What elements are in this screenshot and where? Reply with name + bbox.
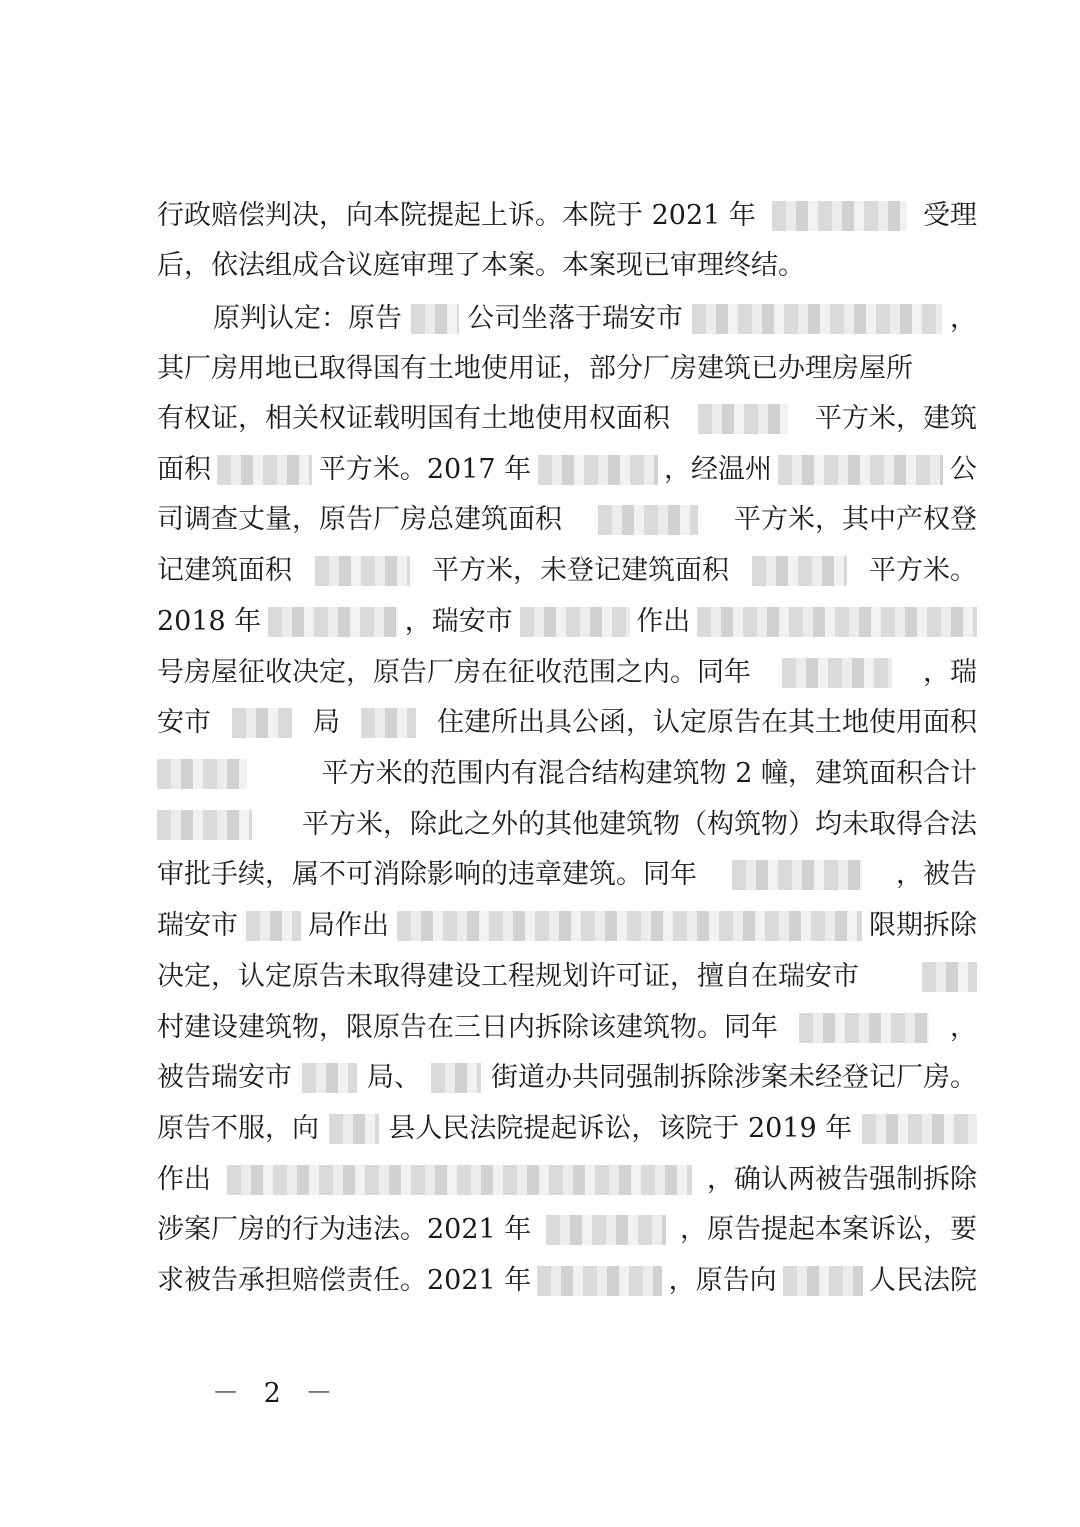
text-segment: ， <box>950 1012 977 1043</box>
text-segment: ，瑞 <box>923 657 977 688</box>
redacted-block <box>411 304 459 334</box>
text-segment: 审批手续，属不可消除影响的违章建筑。同年 <box>157 859 697 890</box>
text-segment: 局作出 <box>308 910 389 941</box>
text-segment: 公 <box>949 454 977 485</box>
text-segment: 2018 年 <box>157 606 262 637</box>
text-segment: 面积 <box>157 454 211 485</box>
redacted-block <box>778 455 943 485</box>
redacted-block <box>397 911 862 941</box>
redacted-block <box>922 962 977 992</box>
redacted-block <box>862 1114 977 1144</box>
text-segment: 求被告承担赔偿责任。2021 年 <box>157 1265 532 1296</box>
text-segment: 被告瑞安市 <box>157 1062 292 1093</box>
redacted-block <box>520 607 630 637</box>
text-segment: ，经温州 <box>664 454 773 485</box>
text-line-20 <box>157 1160 977 1200</box>
redacted-block <box>431 1063 481 1093</box>
redacted-block <box>772 201 907 231</box>
text-line-17 <box>157 1008 977 1048</box>
redacted-block <box>799 1013 929 1043</box>
redacted-block <box>692 304 942 334</box>
text-line-4 <box>157 349 977 389</box>
text-segment: 记建筑面积 <box>157 555 292 586</box>
redacted-block <box>157 759 247 789</box>
redacted-block <box>315 556 410 586</box>
redacted-block <box>538 455 658 485</box>
text-segment: 平方米，除此之外的其他建筑物（构筑物）均未取得合法 <box>302 809 977 840</box>
redacted-block <box>698 404 788 434</box>
text-segment: 决定，认定原告未取得建设工程规划许可证，擅自在瑞安市 <box>157 961 859 992</box>
redacted-block <box>598 505 698 535</box>
text-line-14 <box>157 855 977 895</box>
text-segment: 县人民法院提起诉讼，该院于 2019 年 <box>388 1113 853 1144</box>
text-segment: 原判认定：原告 <box>213 303 402 334</box>
text-segment: 平方米的范围内有混合结构建筑物 2 幢，建筑面积合计 <box>321 758 977 789</box>
text-segment: 有权证，相关权证载明国有土地使用权面积 <box>157 403 670 434</box>
text-line-9 <box>157 602 977 642</box>
text-segment: 局、 <box>367 1062 421 1093</box>
text-segment: 司调查丈量，原告厂房总建筑面积 <box>157 504 562 535</box>
text-segment: 街道办共同强制拆除涉案未经登记厂房。 <box>491 1062 977 1093</box>
text-line-18 <box>157 1058 977 1098</box>
redacted-block <box>232 708 292 738</box>
text-line-10 <box>157 653 977 693</box>
text-segment: 平方米，建筑 <box>815 403 977 434</box>
text-segment: 其厂房用地已取得国有土地使用证，部分厂房建筑已办理房屋所 <box>157 353 913 384</box>
redacted-block <box>752 556 847 586</box>
text-line-15 <box>157 906 977 946</box>
text-segment: 村建设建筑物，限原告在三日内拆除该建筑物。同年 <box>157 1012 778 1043</box>
text-segment: ，原告提起本案诉讼，要 <box>679 1214 977 1245</box>
text-segment: 行政赔偿判决，向本院提起上诉。本院于 2021 年 <box>157 200 756 231</box>
text-line-19 <box>157 1109 977 1149</box>
redacted-block <box>782 658 892 688</box>
text-segment: 平方米，其中产权登 <box>734 504 977 535</box>
text-segment: 作出 <box>157 1164 211 1195</box>
text-segment: 平方米。 <box>869 555 977 586</box>
text-line-7 <box>157 500 977 540</box>
redacted-block <box>697 607 977 637</box>
page-number: － 2 － <box>212 1378 341 1409</box>
text-line-8 <box>157 551 977 591</box>
text-line-21 <box>157 1210 977 1250</box>
text-line-13 <box>157 805 977 845</box>
text-segment: 人民法院 <box>868 1265 977 1296</box>
text-line-2 <box>157 246 977 286</box>
text-segment: ，被告 <box>896 859 977 890</box>
text-line-1 <box>157 196 977 236</box>
redacted-block <box>302 1063 357 1093</box>
text-segment: ，确认两被告强制拆除 <box>707 1164 977 1195</box>
text-segment: 涉案厂房的行为违法。2021 年 <box>157 1214 532 1245</box>
redacted-block <box>732 860 862 890</box>
redacted-block <box>268 607 398 637</box>
text-segment: 作出 <box>636 606 691 637</box>
text-line-16 <box>157 957 977 997</box>
redacted-block <box>157 810 252 840</box>
text-segment: 限期拆除 <box>869 910 977 941</box>
text-line-5 <box>157 399 977 439</box>
text-segment: 号房屋征收决定，原告厂房在征收范围之内。同年 <box>157 657 751 688</box>
text-segment: 平方米。2017 年 <box>318 454 532 485</box>
text-line-22 <box>157 1261 977 1301</box>
redacted-block <box>783 1266 863 1296</box>
redacted-block <box>546 1215 666 1245</box>
text-segment: 受理 <box>922 200 977 231</box>
redacted-block <box>246 911 301 941</box>
text-segment: 后，依法组成合议庭审理了本案。本案现已审理终结。 <box>157 250 805 281</box>
text-segment: 安市 <box>157 707 211 738</box>
text-segment: ，原告向 <box>668 1265 777 1296</box>
text-segment: 局 <box>313 707 340 738</box>
text-segment: 瑞安市 <box>157 910 238 941</box>
redacted-block <box>329 1114 379 1144</box>
text-line-11 <box>157 703 977 743</box>
redacted-block <box>227 1165 692 1195</box>
text-line-6 <box>157 450 977 490</box>
text-segment: ， <box>950 303 977 334</box>
text-segment: 平方米，未登记建筑面积 <box>432 555 729 586</box>
text-segment: 公司坐落于瑞安市 <box>467 303 683 334</box>
text-segment: ，瑞安市 <box>404 606 513 637</box>
redacted-block <box>217 455 312 485</box>
text-line-12 <box>157 754 977 794</box>
redacted-block <box>537 1266 662 1296</box>
text-segment: 住建所出具公函，认定原告在其土地使用面积 <box>437 707 977 738</box>
text-segment: 原告不服，向 <box>157 1113 319 1144</box>
redacted-block <box>361 708 416 738</box>
text-line-3 <box>213 299 977 339</box>
